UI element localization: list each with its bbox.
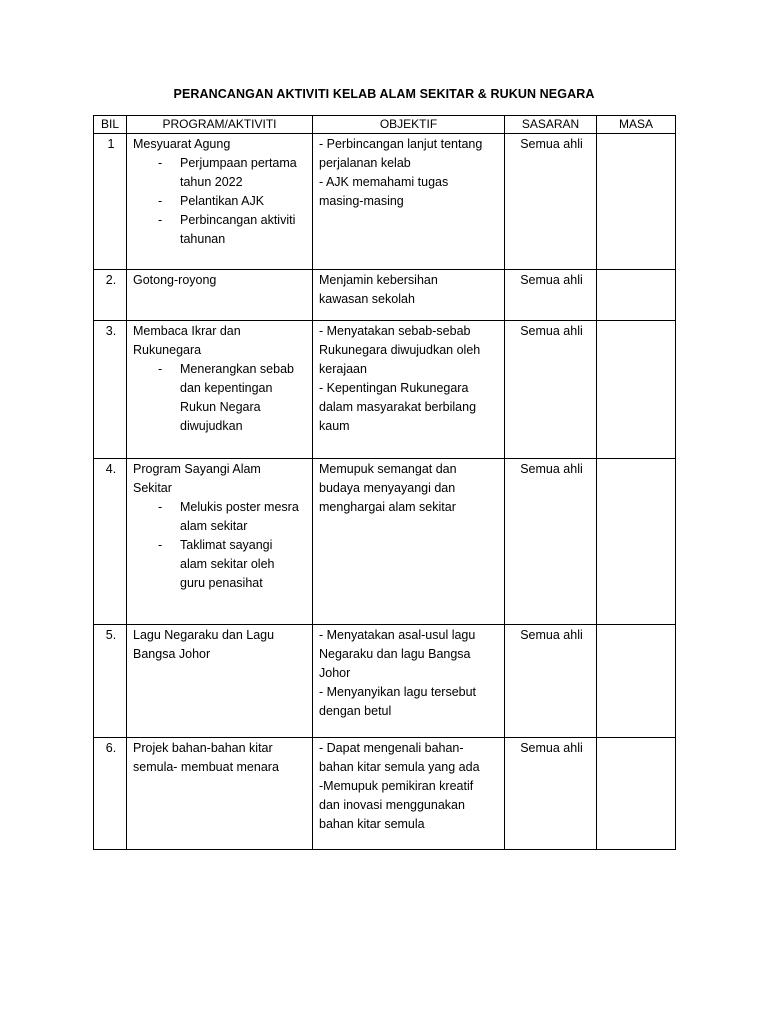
program-title-line: semula- membuat menara bbox=[133, 760, 279, 774]
objektif-line: menghargai alam sekitar bbox=[319, 500, 456, 514]
cell-masa bbox=[597, 134, 676, 270]
cell-program bbox=[127, 321, 313, 459]
table-row bbox=[94, 738, 676, 850]
program-sub-item-line: Melukis poster mesra bbox=[180, 500, 299, 514]
header-sasaran: SASARAN bbox=[505, 116, 597, 134]
cell-objektif bbox=[313, 738, 505, 850]
program-title-line: Projek bahan-bahan kitar bbox=[133, 741, 273, 755]
program-sub-item-line: alam sekitar oleh bbox=[180, 557, 275, 571]
activity-plan-table bbox=[93, 115, 676, 850]
objektif-line: bahan kitar semula yang ada bbox=[319, 760, 480, 774]
program-sub-item bbox=[133, 154, 308, 192]
objektif-line: dalam masyarakat berbilang bbox=[319, 400, 477, 414]
cell-bil: 4. bbox=[94, 459, 127, 625]
program-title-line: Membaca Ikrar dan bbox=[133, 324, 241, 338]
dash-bullet-icon: - bbox=[158, 362, 163, 376]
objektif-line: perjalanan kelab bbox=[319, 156, 411, 170]
header-objektif: OBJEKTIF bbox=[313, 116, 505, 134]
objektif-line: - Menyatakan asal-usul lagu bbox=[319, 628, 476, 642]
objektif-line: - AJK memahami tugas bbox=[319, 175, 449, 189]
header-masa: MASA bbox=[597, 116, 676, 134]
objektif-line: - Kepentingan Rukunegara bbox=[319, 381, 469, 395]
objektif-line: dan inovasi menggunakan bbox=[319, 798, 465, 812]
program-sub-item bbox=[133, 536, 308, 593]
program-sub-item-line: Menerangkan sebab bbox=[180, 362, 294, 376]
program-sub-item-line: dan kepentingan bbox=[180, 381, 273, 395]
objektif-line: dengan betul bbox=[319, 704, 392, 718]
objektif-line: -Memupuk pemikiran kreatif bbox=[319, 779, 474, 793]
table-row bbox=[94, 625, 676, 738]
objektif-line: - Menyatakan sebab-sebab bbox=[319, 324, 471, 338]
objektif-line: kawasan sekolah bbox=[319, 292, 415, 306]
table-row bbox=[94, 321, 676, 459]
program-title-line: Mesyuarat Agung bbox=[133, 137, 231, 151]
objektif-line: - Dapat mengenali bahan- bbox=[319, 741, 464, 755]
cell-sasaran: Semua ahli bbox=[505, 134, 597, 270]
program-sub-item bbox=[133, 192, 308, 211]
program-sub-item-line: Perjumpaan pertama bbox=[180, 156, 297, 170]
cell-objektif bbox=[313, 459, 505, 625]
objektif-line: Rukunegara diwujudkan oleh bbox=[319, 343, 481, 357]
header-bil: BIL bbox=[94, 116, 127, 134]
table-row bbox=[94, 270, 676, 321]
program-sub-item-line: Rukun Negara bbox=[180, 400, 261, 414]
cell-objektif bbox=[313, 134, 505, 270]
dash-bullet-icon: - bbox=[158, 213, 163, 227]
program-sub-item-line: diwujudkan bbox=[180, 419, 243, 433]
objektif-line: - Perbincangan lanjut tentang bbox=[319, 137, 483, 151]
program-sub-item bbox=[133, 498, 308, 536]
objektif-line: Negaraku dan lagu Bangsa bbox=[319, 647, 471, 661]
objektif-line: Johor bbox=[319, 666, 351, 680]
objektif-line: Menjamin kebersihan bbox=[319, 273, 438, 287]
objektif-line: kaum bbox=[319, 419, 350, 433]
program-sub-item bbox=[133, 360, 308, 436]
program-title-line: Gotong-royong bbox=[133, 273, 217, 287]
cell-bil: 5. bbox=[94, 625, 127, 738]
cell-masa bbox=[597, 625, 676, 738]
program-sub-item-line: guru penasihat bbox=[180, 576, 263, 590]
program-sub-item-line: Taklimat sayangi bbox=[180, 538, 273, 552]
cell-bil: 3. bbox=[94, 321, 127, 459]
table-row bbox=[94, 134, 676, 270]
cell-masa bbox=[597, 270, 676, 321]
program-sub-item-line: Perbincangan aktiviti bbox=[180, 213, 296, 227]
program-title-line: Lagu Negaraku dan Lagu bbox=[133, 628, 275, 642]
cell-sasaran: Semua ahli bbox=[505, 738, 597, 850]
program-sub-list bbox=[133, 360, 308, 436]
program-title-line: Rukunegara bbox=[133, 343, 202, 357]
cell-objektif bbox=[313, 270, 505, 321]
objektif-line: Memupuk semangat dan bbox=[319, 462, 457, 476]
cell-masa bbox=[597, 459, 676, 625]
cell-bil: 1 bbox=[94, 134, 127, 270]
dash-bullet-icon: - bbox=[158, 194, 163, 208]
cell-program bbox=[127, 625, 313, 738]
program-sub-item-line: Pelantikan AJK bbox=[180, 194, 265, 208]
cell-program bbox=[127, 134, 313, 270]
objektif-line: - Menyanyikan lagu tersebut bbox=[319, 685, 477, 699]
cell-objektif bbox=[313, 321, 505, 459]
objektif-line: masing-masing bbox=[319, 194, 404, 208]
objektif-line: bahan kitar semula bbox=[319, 817, 425, 831]
program-sub-item-line: tahun 2022 bbox=[180, 175, 243, 189]
cell-bil: 2. bbox=[94, 270, 127, 321]
cell-sasaran: Semua ahli bbox=[505, 321, 597, 459]
cell-objektif bbox=[313, 625, 505, 738]
table-row bbox=[94, 459, 676, 625]
dash-bullet-icon: - bbox=[158, 500, 163, 514]
dash-bullet-icon: - bbox=[158, 538, 163, 552]
program-sub-list bbox=[133, 498, 308, 593]
cell-masa bbox=[597, 738, 676, 850]
table-header-row bbox=[94, 116, 676, 134]
program-sub-list bbox=[133, 154, 308, 249]
cell-bil: 6. bbox=[94, 738, 127, 850]
cell-masa bbox=[597, 321, 676, 459]
document-title: PERANCANGAN AKTIVITI KELAB ALAM SEKITAR & RUKUN NEGARA bbox=[173, 87, 595, 101]
cell-sasaran: Semua ahli bbox=[505, 459, 597, 625]
cell-program bbox=[127, 459, 313, 625]
header-program: PROGRAM/AKTIVITI bbox=[127, 116, 313, 134]
program-sub-item bbox=[133, 211, 308, 249]
program-title-line: Sekitar bbox=[133, 481, 172, 495]
program-sub-item-line: alam sekitar bbox=[180, 519, 248, 533]
cell-sasaran: Semua ahli bbox=[505, 270, 597, 321]
objektif-line: kerajaan bbox=[319, 362, 367, 376]
objektif-line: budaya menyayangi dan bbox=[319, 481, 456, 495]
program-title-line: Program Sayangi Alam bbox=[133, 462, 261, 476]
program-sub-item-line: tahunan bbox=[180, 232, 226, 246]
dash-bullet-icon: - bbox=[158, 156, 163, 170]
cell-sasaran: Semua ahli bbox=[505, 625, 597, 738]
cell-program bbox=[127, 738, 313, 850]
cell-program bbox=[127, 270, 313, 321]
program-title-line: Bangsa Johor bbox=[133, 647, 211, 661]
